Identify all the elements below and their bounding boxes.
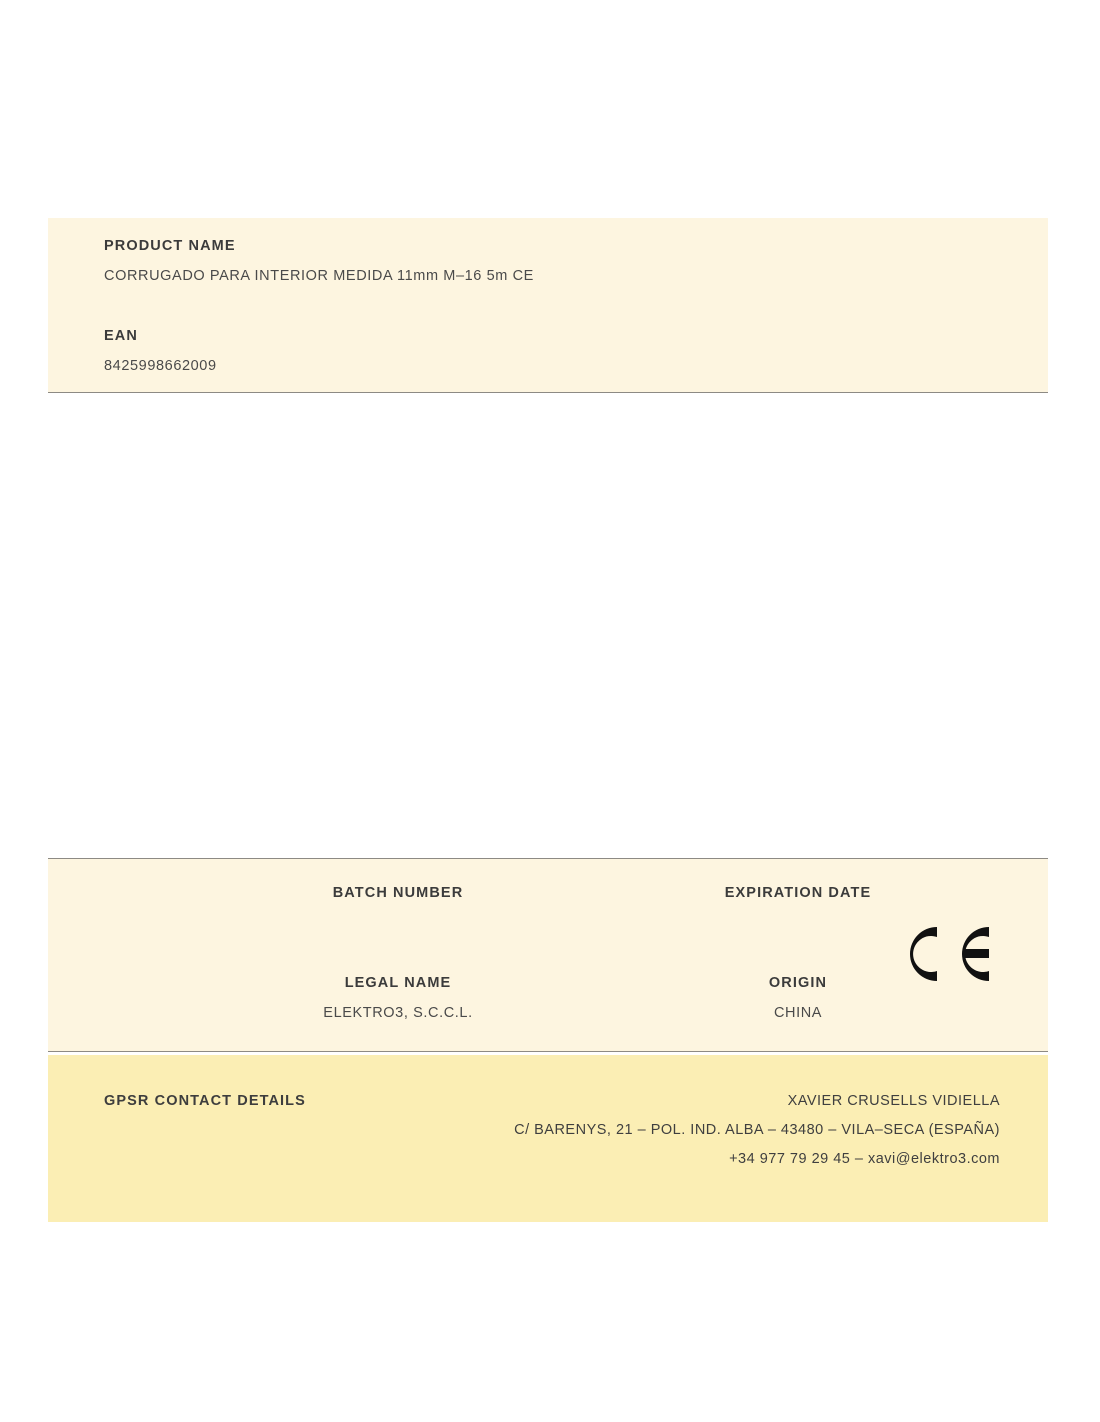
- ean-label: EAN: [104, 328, 138, 344]
- batch-number-label: BATCH NUMBER: [332, 885, 464, 901]
- product-name-value: CORRUGADO PARA INTERIOR MEDIDA 11mm M–16 5m CE: [104, 268, 534, 284]
- legal-name-label: LEGAL NAME: [344, 975, 452, 991]
- legal-name-value: ELEKTRO3, S.C.C.L.: [323, 1005, 473, 1021]
- origin-value: CHINA: [773, 1005, 823, 1021]
- gpsr-contact-phone-email: +34 977 79 29 45 – xavi@elektro3.com: [729, 1151, 1000, 1167]
- product-info-section: [48, 218, 1048, 393]
- origin-label: ORIGIN: [768, 975, 828, 991]
- expiration-date-label: EXPIRATION DATE: [724, 885, 872, 901]
- gpsr-contact-name: XAVIER CRUSELLS VIDIELLA: [787, 1093, 1000, 1109]
- product-name-label: PRODUCT NAME: [104, 238, 236, 254]
- gpsr-contact-label: GPSR CONTACT DETAILS: [104, 1093, 306, 1109]
- batch-legal-section: [48, 858, 1048, 1052]
- gpsr-contact-address: C/ BARENYS, 21 – POL. IND. ALBA – 43480 – VILA–SECA (ESPAÑA): [514, 1122, 1000, 1138]
- gpsr-contact-section: [48, 1055, 1048, 1222]
- ean-value: 8425998662009: [104, 358, 217, 374]
- ce-mark-icon: [897, 921, 993, 987]
- gpsr-contact-lines: [514, 1093, 1000, 1180]
